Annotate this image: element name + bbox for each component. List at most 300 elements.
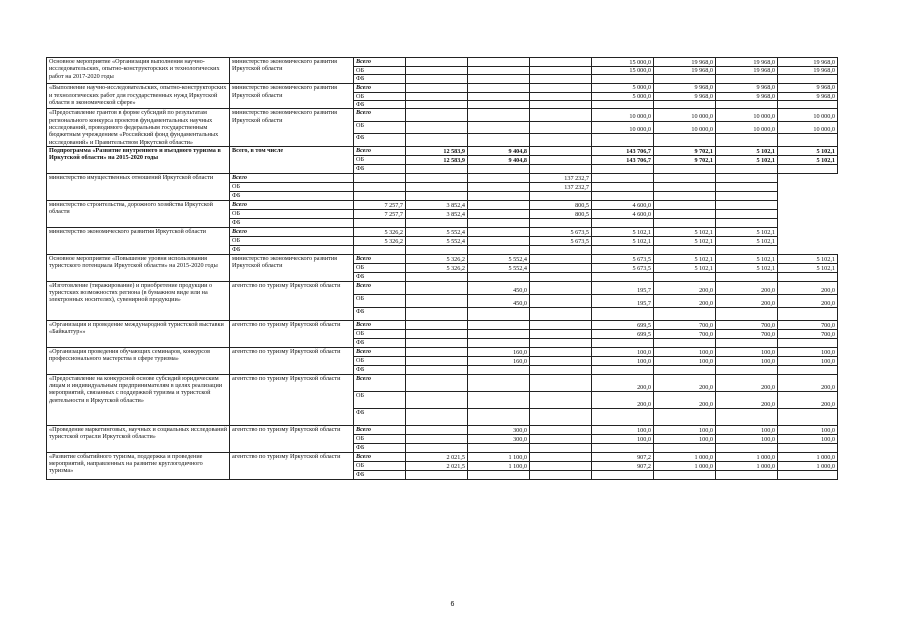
amount-cell [530, 320, 592, 329]
amount-cell [468, 200, 530, 209]
funding-source-cell: ФБ [354, 365, 406, 374]
amount-cell: 1 000,0 [778, 452, 838, 461]
amount-cell [530, 109, 592, 122]
amount-cell [778, 307, 838, 320]
amount-cell [406, 67, 468, 75]
amount-cell [406, 356, 468, 365]
amount-cell [468, 58, 530, 67]
amount-cell: 9 968,0 [778, 84, 838, 92]
amount-cell [406, 391, 468, 408]
amount-cell [468, 218, 530, 227]
table-row [47, 425, 838, 434]
amount-cell: 200,0 [592, 391, 654, 408]
amount-cell [468, 134, 530, 147]
amount-cell: 195,7 [592, 294, 654, 307]
executor-cell: агентство по туризму Иркутской области [230, 374, 354, 425]
amount-cell: 5 102,1 [716, 155, 778, 164]
table-row [47, 320, 838, 329]
executor-cell: министерство экономического развития Иркутской области [230, 58, 354, 84]
amount-cell: 1 100,0 [468, 452, 530, 461]
funding-source-cell: ФБ [354, 75, 406, 84]
amount-cell [406, 109, 468, 122]
funding-source-cell: ФБ [354, 443, 406, 452]
amount-cell: 3 852,4 [406, 200, 468, 209]
amount-cell [406, 470, 468, 479]
amount-cell: 200,0 [716, 281, 778, 294]
amount-cell: 5 326,2 [354, 236, 406, 245]
amount-cell: 2 021,5 [406, 461, 468, 470]
amount-cell: 160,0 [468, 347, 530, 356]
amount-cell [468, 75, 530, 84]
amount-cell: 200,0 [778, 294, 838, 307]
amount-cell: 5 000,0 [592, 84, 654, 92]
amount-cell [716, 365, 778, 374]
amount-cell [468, 182, 530, 191]
amount-cell [654, 365, 716, 374]
amount-cell [468, 408, 530, 425]
amount-cell [716, 173, 778, 182]
amount-cell: 5 102,1 [716, 227, 778, 236]
amount-cell [716, 307, 778, 320]
amount-cell [406, 374, 468, 391]
amount-cell: 200,0 [654, 374, 716, 391]
amount-cell [716, 443, 778, 452]
amount-cell: 5 102,1 [778, 146, 838, 155]
amount-cell [406, 425, 468, 434]
amount-cell [592, 338, 654, 347]
amount-cell [530, 294, 592, 307]
amount-cell: 700,0 [654, 329, 716, 338]
executor-cell: министерство экономического развития Иркутской области [47, 227, 230, 254]
amount-cell [530, 75, 592, 84]
amount-cell [406, 272, 468, 281]
amount-cell [406, 134, 468, 147]
amount-cell [530, 470, 592, 479]
table-row [47, 58, 838, 67]
funding-source-cell: ФБ [354, 134, 406, 147]
table-row [47, 452, 838, 461]
amount-cell [468, 92, 530, 100]
amount-cell: 160,0 [468, 356, 530, 365]
amount-cell [778, 408, 838, 425]
amount-cell [778, 272, 838, 281]
amount-cell: 800,5 [530, 209, 592, 218]
amount-cell [654, 173, 716, 182]
amount-cell: 19 968,0 [778, 58, 838, 67]
amount-cell [468, 329, 530, 338]
amount-cell [530, 338, 592, 347]
amount-cell: 143 706,7 [592, 146, 654, 155]
amount-cell: 450,0 [468, 281, 530, 294]
amount-cell: 10 000,0 [778, 121, 838, 134]
amount-cell [406, 365, 468, 374]
funding-source-cell: Всего [354, 146, 406, 155]
amount-cell [778, 100, 838, 108]
amount-cell: 137 232,7 [530, 173, 592, 182]
amount-cell [716, 75, 778, 84]
amount-cell: 100,0 [778, 347, 838, 356]
page-number: 6 [450, 601, 455, 608]
budget-table [46, 57, 838, 480]
amount-cell [530, 191, 592, 200]
amount-cell: 700,0 [654, 320, 716, 329]
funding-source-cell: ОБ [354, 155, 406, 164]
amount-cell [530, 434, 592, 443]
amount-cell [654, 272, 716, 281]
table-row [47, 109, 838, 122]
funding-source-cell: ОБ [354, 294, 406, 307]
table-row [47, 173, 838, 182]
amount-cell [468, 374, 530, 391]
amount-cell: 800,5 [530, 200, 592, 209]
amount-cell [592, 173, 654, 182]
amount-cell [406, 245, 468, 254]
amount-cell: 100,0 [778, 425, 838, 434]
amount-cell [406, 338, 468, 347]
amount-cell: 200,0 [778, 281, 838, 294]
amount-cell [716, 470, 778, 479]
amount-cell: 200,0 [654, 294, 716, 307]
funding-source-cell: Всего [354, 425, 406, 434]
amount-cell: 699,5 [592, 329, 654, 338]
amount-cell: 700,0 [716, 329, 778, 338]
funding-source-cell: Всего [354, 452, 406, 461]
amount-cell: 200,0 [716, 391, 778, 408]
amount-cell [716, 218, 778, 227]
amount-cell: 300,0 [468, 434, 530, 443]
amount-cell [468, 245, 530, 254]
amount-cell [468, 209, 530, 218]
table-row [47, 200, 838, 209]
amount-cell: 1 000,0 [716, 461, 778, 470]
amount-cell [468, 109, 530, 122]
amount-cell: 200,0 [654, 281, 716, 294]
amount-cell: 1 100,0 [468, 461, 530, 470]
amount-cell [654, 182, 716, 191]
amount-cell: 100,0 [716, 425, 778, 434]
amount-cell [654, 134, 716, 147]
amount-cell [530, 218, 592, 227]
table-row [47, 254, 838, 263]
amount-cell [654, 245, 716, 254]
amount-cell: 100,0 [654, 347, 716, 356]
amount-cell [530, 58, 592, 67]
amount-cell [468, 164, 530, 173]
amount-cell [654, 100, 716, 108]
amount-cell [592, 272, 654, 281]
amount-cell [778, 75, 838, 84]
amount-cell: 5 102,1 [716, 146, 778, 155]
amount-cell [468, 84, 530, 92]
amount-cell [406, 173, 468, 182]
amount-cell: 12 583,9 [406, 155, 468, 164]
amount-cell [406, 121, 468, 134]
amount-cell: 100,0 [654, 356, 716, 365]
amount-cell: 100,0 [778, 434, 838, 443]
table-row [47, 227, 838, 236]
amount-cell [654, 470, 716, 479]
table-row [47, 146, 838, 155]
amount-cell: 200,0 [716, 374, 778, 391]
amount-cell [716, 408, 778, 425]
measure-name-cell: Основное мероприятие «Организация выполнения научно-исследовательских, опытно-конструкторских и технологических работ на 2017-2020 годы [47, 58, 230, 84]
amount-cell [406, 58, 468, 67]
funding-source-cell: ОБ [354, 329, 406, 338]
amount-cell [716, 191, 778, 200]
amount-cell [530, 164, 592, 173]
measure-name-cell: Основное мероприятие «Повышение уровня использования туристского потенциала Иркутской области» на 2015-2020 годы [47, 254, 230, 281]
amount-cell: 5 102,1 [654, 263, 716, 272]
amount-cell [468, 173, 530, 182]
amount-cell: 9 968,0 [654, 84, 716, 92]
amount-cell [778, 443, 838, 452]
amount-cell: 100,0 [654, 425, 716, 434]
funding-source-cell: ФБ [354, 307, 406, 320]
amount-cell [778, 134, 838, 147]
amount-cell [530, 146, 592, 155]
amount-cell: 100,0 [716, 356, 778, 365]
amount-cell [592, 470, 654, 479]
amount-cell [406, 92, 468, 100]
amount-cell: 9 702,1 [654, 155, 716, 164]
executor-cell: министерство имущественных отношений Иркутской области [47, 173, 230, 200]
amount-cell [592, 408, 654, 425]
amount-cell [354, 245, 406, 254]
amount-cell [468, 100, 530, 108]
executor-cell: министерство экономического развития Иркутской области [230, 254, 354, 281]
funding-source-cell: ОБ [354, 391, 406, 408]
amount-cell: 5 102,1 [778, 155, 838, 164]
amount-cell [530, 452, 592, 461]
amount-cell [654, 338, 716, 347]
amount-cell [716, 100, 778, 108]
funding-source-cell: ОБ [354, 263, 406, 272]
amount-cell [530, 245, 592, 254]
amount-cell [468, 443, 530, 452]
amount-cell: 19 968,0 [716, 58, 778, 67]
amount-cell [530, 408, 592, 425]
amount-cell [654, 209, 716, 218]
funding-source-cell: Всего [354, 109, 406, 122]
amount-cell [530, 391, 592, 408]
amount-cell [716, 182, 778, 191]
amount-cell [654, 200, 716, 209]
measure-name-cell: Подпрограмма «Развитие внутреннего и въездного туризма в Иркутской области» на 2015-2020 годы [47, 146, 230, 173]
amount-cell: 100,0 [592, 425, 654, 434]
amount-cell: 5 102,1 [716, 254, 778, 263]
amount-cell [530, 425, 592, 434]
funding-source-cell: ФБ [230, 218, 354, 227]
amount-cell: 200,0 [592, 374, 654, 391]
amount-cell [716, 338, 778, 347]
executor-cell: агентство по туризму Иркутской области [230, 281, 354, 320]
amount-cell [592, 191, 654, 200]
funding-source-cell: ОБ [354, 67, 406, 75]
amount-cell: 700,0 [778, 329, 838, 338]
amount-cell [406, 218, 468, 227]
funding-source-cell: ОБ [354, 121, 406, 134]
amount-cell [592, 134, 654, 147]
amount-cell: 5 102,1 [778, 254, 838, 263]
funding-source-cell: ФБ [230, 191, 354, 200]
amount-cell: 1 000,0 [778, 461, 838, 470]
amount-cell: 100,0 [592, 434, 654, 443]
amount-cell: 700,0 [716, 320, 778, 329]
amount-cell [530, 263, 592, 272]
funding-source-cell: Всего [354, 58, 406, 67]
measure-name-cell: «Развитие событийного туризма, поддержка и проведение мероприятий, направленных на развитие круглогодичного туризма» [47, 452, 230, 479]
amount-cell [530, 254, 592, 263]
amount-cell [530, 281, 592, 294]
funding-source-cell: Всего [230, 173, 354, 182]
funding-source-cell: ОБ [230, 209, 354, 218]
measure-name-cell: «Предоставление грантов в форме субсидий по результатам регионального конкурса проектов фундаментальных научных исследований, проводимого федеральным государственным бюджетным учреждением «Российский фонд фундаментальных исследований» и Правительством Иркутской области» [47, 109, 230, 147]
amount-cell [778, 164, 838, 173]
measure-name-cell: «Изготовление (тиражирование) и приобретение продукции о туристских возможностях региона (в бумажном виде или на электронных носителях), сувенирной продукции» [47, 281, 230, 320]
amount-cell [406, 408, 468, 425]
amount-cell [778, 365, 838, 374]
amount-cell: 9 968,0 [716, 92, 778, 100]
amount-cell [354, 173, 406, 182]
amount-cell: 5 552,4 [468, 263, 530, 272]
funding-source-cell: Всего [230, 200, 354, 209]
funding-source-cell: ОБ [230, 182, 354, 191]
amount-cell: 143 706,7 [592, 155, 654, 164]
amount-cell [406, 75, 468, 84]
amount-cell: 15 000,0 [592, 67, 654, 75]
amount-cell: 1 000,0 [654, 461, 716, 470]
amount-cell [654, 443, 716, 452]
amount-cell [530, 461, 592, 470]
measure-name-cell: «Предоставление на конкурсной основе субсидий юридическим лицам и индивидуальным предпринимателям в целях реализации мероприятий, связанных с поддержкой туризма и туристской деятельности в Иркутской области» [47, 374, 230, 425]
funding-source-cell: Всего [354, 374, 406, 391]
amount-cell [592, 307, 654, 320]
amount-cell [654, 191, 716, 200]
amount-cell: 5 102,1 [654, 227, 716, 236]
amount-cell [592, 245, 654, 254]
amount-cell [468, 365, 530, 374]
funding-source-cell: Всего [354, 320, 406, 329]
measure-name-cell: «Организация проведения обучающих семинаров, конкурсов профессионального мастерства в сфере туризма» [47, 347, 230, 374]
funding-source-cell: ФБ [354, 470, 406, 479]
executor-cell: министерство экономического развития Иркутской области [230, 109, 354, 147]
amount-cell [406, 307, 468, 320]
amount-cell: 200,0 [654, 391, 716, 408]
amount-cell: 10 000,0 [654, 121, 716, 134]
amount-cell [530, 307, 592, 320]
amount-cell: 5 673,5 [530, 236, 592, 245]
table-row [47, 281, 838, 294]
amount-cell [406, 320, 468, 329]
amount-cell [468, 227, 530, 236]
amount-cell: 5 102,1 [716, 263, 778, 272]
amount-cell: 100,0 [778, 356, 838, 365]
amount-cell [530, 92, 592, 100]
amount-cell: 5 673,5 [530, 227, 592, 236]
amount-cell [592, 75, 654, 84]
funding-source-cell: ОБ [354, 92, 406, 100]
table-row [47, 347, 838, 356]
amount-cell [530, 84, 592, 92]
funding-source-cell: ФБ [230, 245, 354, 254]
amount-cell [468, 272, 530, 281]
amount-cell: 4 600,0 [592, 200, 654, 209]
amount-cell [468, 67, 530, 75]
funding-source-cell: ФБ [354, 100, 406, 108]
amount-cell: 10 000,0 [716, 109, 778, 122]
amount-cell [592, 100, 654, 108]
amount-cell: 5 102,1 [592, 236, 654, 245]
amount-cell [778, 470, 838, 479]
funding-source-cell: Всего [354, 84, 406, 92]
amount-cell: 700,0 [778, 320, 838, 329]
amount-cell [592, 182, 654, 191]
amount-cell [406, 182, 468, 191]
amount-cell: 200,0 [778, 391, 838, 408]
amount-cell [406, 84, 468, 92]
amount-cell [354, 191, 406, 200]
amount-cell [716, 245, 778, 254]
executor-cell: агентство по туризму Иркутской области [230, 425, 354, 452]
amount-cell: 200,0 [778, 374, 838, 391]
amount-cell: 5 102,1 [654, 236, 716, 245]
funding-source-cell: Всего [354, 347, 406, 356]
amount-cell [406, 281, 468, 294]
amount-cell: 5 673,5 [592, 254, 654, 263]
amount-cell [530, 443, 592, 452]
table-row [47, 374, 838, 391]
funding-source-cell: ОБ [354, 461, 406, 470]
amount-cell [468, 307, 530, 320]
amount-cell [406, 443, 468, 452]
amount-cell [530, 374, 592, 391]
amount-cell [530, 347, 592, 356]
amount-cell: 1 000,0 [716, 452, 778, 461]
amount-cell: 5 326,2 [406, 254, 468, 263]
amount-cell: 300,0 [468, 425, 530, 434]
amount-cell [406, 294, 468, 307]
amount-cell [654, 164, 716, 173]
amount-cell: 3 852,4 [406, 209, 468, 218]
amount-cell [468, 470, 530, 479]
amount-cell: 7 257,7 [354, 200, 406, 209]
amount-cell: 5 326,2 [354, 227, 406, 236]
amount-cell [716, 272, 778, 281]
amount-cell [592, 164, 654, 173]
amount-cell: 9 968,0 [716, 84, 778, 92]
amount-cell: 7 257,7 [354, 209, 406, 218]
amount-cell [654, 408, 716, 425]
amount-cell [654, 75, 716, 84]
amount-cell: 699,5 [592, 320, 654, 329]
amount-cell: 137 232,7 [530, 182, 592, 191]
amount-cell: 907,2 [592, 461, 654, 470]
funding-source-cell: Всего [354, 254, 406, 263]
amount-cell [406, 191, 468, 200]
funding-source-cell: ОБ [230, 236, 354, 245]
amount-cell: 9 404,8 [468, 155, 530, 164]
budget-table-page [46, 57, 837, 480]
amount-cell: 5 102,1 [654, 254, 716, 263]
amount-cell: 10 000,0 [778, 109, 838, 122]
table-row [47, 84, 838, 92]
amount-cell [530, 100, 592, 108]
amount-cell [716, 134, 778, 147]
amount-cell: 19 968,0 [778, 67, 838, 75]
amount-cell [530, 134, 592, 147]
amount-cell: 1 000,0 [654, 452, 716, 461]
amount-cell [530, 67, 592, 75]
